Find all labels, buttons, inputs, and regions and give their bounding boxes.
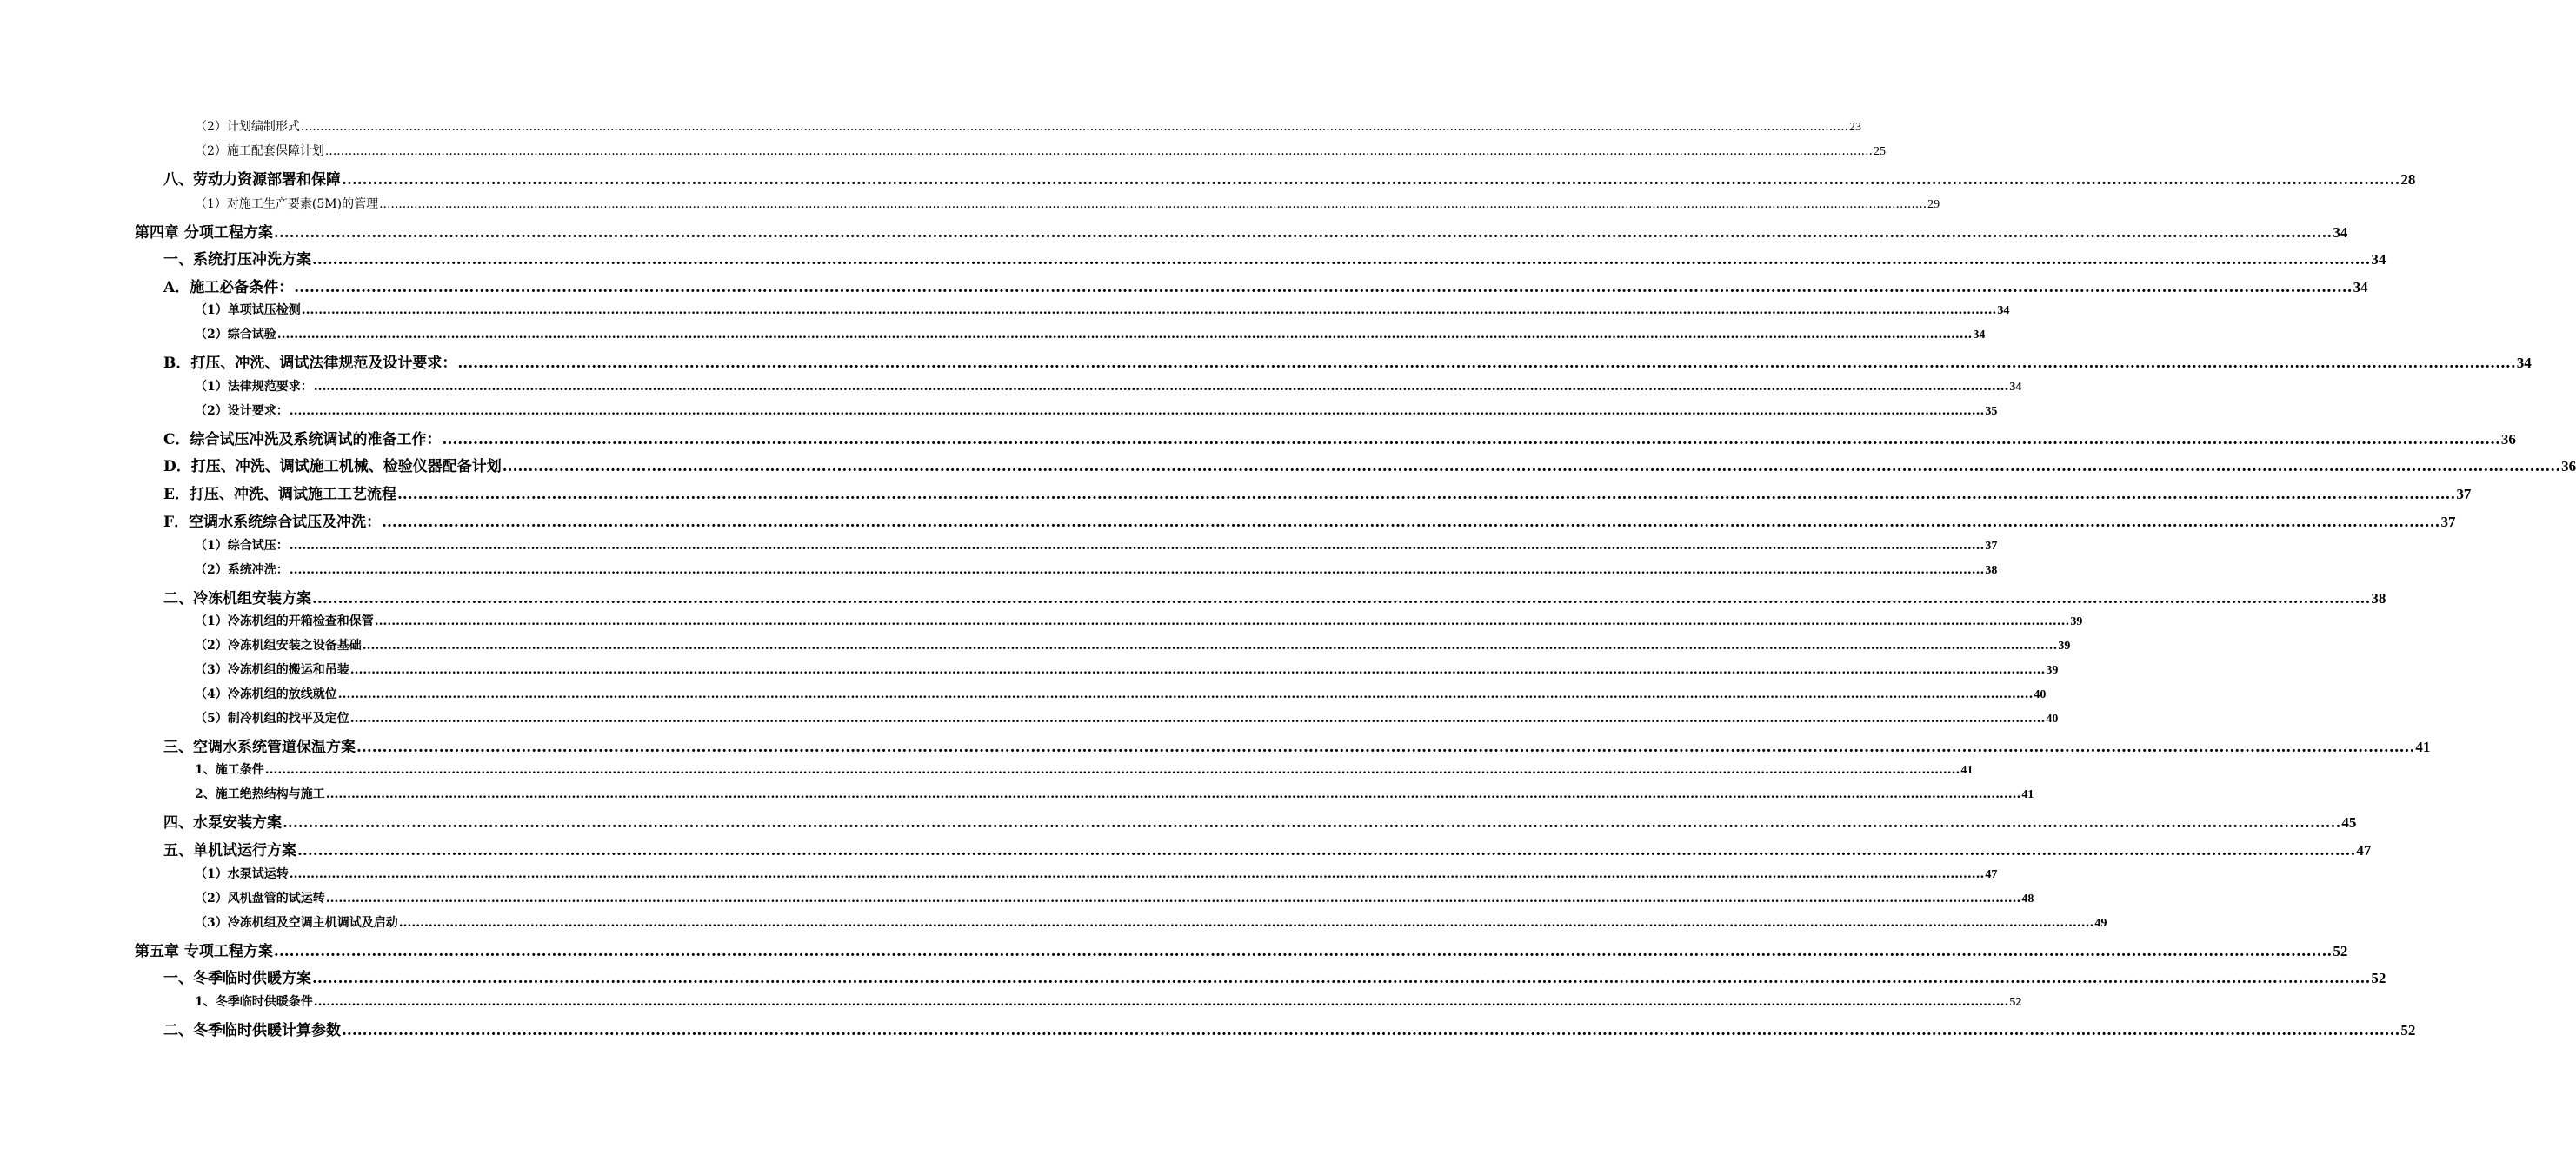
toc-entry-label: 第四章 分项工程方案 xyxy=(135,224,273,242)
toc-page-number: 45 xyxy=(2341,814,2357,831)
toc-entry-label: 一、冬季临时供暖方案 xyxy=(163,970,311,987)
toc-leader-dots: ................................................................................................................................................................................................................................................................................................................................................................................................................ xyxy=(398,916,2094,930)
toc-leader-dots: ................................................................................................................................................................................................................................................................................................................................................................................................................ xyxy=(312,590,2371,607)
toc-leader-dots: ................................................................................................................................................................................................................................................................................................................................................................................................................ xyxy=(283,814,2341,832)
toc-page-number: 34 xyxy=(2371,251,2386,268)
toc-entry[interactable] xyxy=(163,509,2456,531)
toc-leader-dots: ................................................................................................................................................................................................................................................................................................................................................................................................................ xyxy=(276,328,1973,342)
toc-entry-label: 第五章 专项工程方案 xyxy=(135,943,273,960)
toc-entry-label: 二、冬季临时供暖计算参数 xyxy=(163,1022,341,1039)
toc-entry-label: （2）设计要求： xyxy=(195,404,289,418)
toc-entry-label: （3）冷冻机组的搬运和吊装 xyxy=(195,663,349,677)
toc-page-number: 34 xyxy=(1997,304,2010,317)
toc-entry[interactable] xyxy=(195,301,2010,318)
toc-entry[interactable] xyxy=(195,685,2047,702)
toc-entry[interactable] xyxy=(195,536,1998,554)
toc-entry[interactable] xyxy=(163,586,2386,607)
toc-entry-label: （1）对施工生产要素(5M)的管理 xyxy=(195,197,379,211)
toc-leader-dots: ................................................................................................................................................................................................................................................................................................................................................................................................................ xyxy=(289,539,1985,553)
toc-leader-dots: ................................................................................................................................................................................................................................................................................................................................................................................................................ xyxy=(325,787,2021,801)
toc-entry[interactable] xyxy=(195,992,2022,1010)
toc-entry[interactable] xyxy=(195,117,1861,135)
toc-page-number: 52 xyxy=(2009,996,2022,1009)
toc-entry[interactable] xyxy=(163,454,2576,475)
toc-page-number: 47 xyxy=(1985,868,1998,881)
toc-page-number: 34 xyxy=(2353,279,2368,295)
toc-leader-dots: ................................................................................................................................................................................................................................................................................................................................................................................................................ xyxy=(289,563,1985,577)
toc-page-number: 40 xyxy=(2034,688,2047,701)
toc-entry-label: B．打压、冲洗、调试法律规范及设计要求： xyxy=(163,355,457,372)
toc-entry[interactable] xyxy=(163,966,2386,987)
toc-page-number: 36 xyxy=(2561,458,2576,474)
toc-entry-label: A．施工必备条件： xyxy=(163,279,294,296)
toc-leader-dots: ................................................................................................................................................................................................................................................................................................................................................................................................................ xyxy=(324,144,1873,158)
toc-entry-label: 八、劳动力资源部署和保障 xyxy=(163,171,341,189)
toc-leader-dots: ................................................................................................................................................................................................................................................................................................................................................................................................................ xyxy=(374,614,2070,628)
toc-entry[interactable] xyxy=(195,142,1886,159)
toc-entry-label: （2）计划编制形式 xyxy=(195,120,300,134)
toc-entry[interactable] xyxy=(163,350,2532,372)
toc-leader-dots: ................................................................................................................................................................................................................................................................................................................................................................................................................ xyxy=(379,197,1927,211)
toc-page-number: 34 xyxy=(2009,381,2022,394)
toc-entry[interactable] xyxy=(195,636,2071,654)
toc-leader-dots: ................................................................................................................................................................................................................................................................................................................................................................................................................ xyxy=(349,712,2046,726)
toc-entry[interactable] xyxy=(195,377,2022,395)
toc-page-number: 34 xyxy=(1973,328,1986,342)
toc-page-number: 36 xyxy=(2500,431,2516,448)
toc-leader-dots: ................................................................................................................................................................................................................................................................................................................................................................................................................ xyxy=(273,943,2333,960)
toc-page-number: 34 xyxy=(2333,224,2348,241)
toc-entry[interactable] xyxy=(195,660,2059,678)
toc-entry-label: （2）风机盘管的试运转 xyxy=(195,892,325,906)
toc-entry[interactable] xyxy=(195,913,2107,931)
toc-leader-dots: ................................................................................................................................................................................................................................................................................................................................................................................................................ xyxy=(289,404,1985,418)
toc-page-number: 35 xyxy=(1985,405,1998,418)
toc-entry-label: （2）综合试验 xyxy=(195,328,276,342)
toc-leader-dots: ................................................................................................................................................................................................................................................................................................................................................................................................................ xyxy=(349,663,2046,677)
toc-leader-dots: ................................................................................................................................................................................................................................................................................................................................................................................................................ xyxy=(313,380,2009,394)
toc-entry-label: （1）法律规范要求： xyxy=(195,380,313,394)
toc-page-number: 28 xyxy=(2400,171,2416,188)
toc-entry-label: （2）冷冻机组安装之设备基础 xyxy=(195,639,362,653)
toc-entry-label: 二、冷冻机组安装方案 xyxy=(163,590,311,607)
toc-leader-dots: ................................................................................................................................................................................................................................................................................................................................................................................................................ xyxy=(356,739,2415,756)
toc-entry[interactable] xyxy=(163,1018,2416,1039)
toc-entry-label: E．打压、冲洗、调试施工工艺流程 xyxy=(163,486,396,503)
toc-entry[interactable] xyxy=(195,760,1974,778)
toc-leader-dots: ................................................................................................................................................................................................................................................................................................................................................................................................................ xyxy=(442,431,2500,448)
toc-entry-label: C．综合试压冲洗及系统调试的准备工作： xyxy=(163,431,442,448)
toc-leader-dots: ................................................................................................................................................................................................................................................................................................................................................................................................................ xyxy=(382,514,2440,531)
toc-entry-label: （2）系统冲洗： xyxy=(195,563,289,577)
toc-page-number: 52 xyxy=(2400,1022,2416,1039)
toc-entry[interactable] xyxy=(163,810,2357,832)
toc-page-number: 29 xyxy=(1927,198,1940,211)
toc-entry-label: （3）冷冻机组及空调主机调试及启动 xyxy=(195,916,398,930)
toc-leader-dots: ................................................................................................................................................................................................................................................................................................................................................................................................................ xyxy=(337,687,2034,701)
toc-entry-label: 1、施工条件 xyxy=(195,763,264,777)
toc-page-number: 37 xyxy=(1985,540,1998,553)
toc-entry[interactable] xyxy=(163,167,2416,189)
toc-leader-dots: ................................................................................................................................................................................................................................................................................................................................................................................................................ xyxy=(342,171,2400,189)
toc-entry[interactable] xyxy=(135,220,2348,242)
toc-entry[interactable] xyxy=(195,612,2083,629)
toc-entry[interactable] xyxy=(195,402,1998,419)
toc-leader-dots: ................................................................................................................................................................................................................................................................................................................................................................................................................ xyxy=(300,120,1848,134)
toc-leader-dots: ................................................................................................................................................................................................................................................................................................................................................................................................................ xyxy=(325,892,2021,906)
toc-leader-dots: ................................................................................................................................................................................................................................................................................................................................................................................................................ xyxy=(457,355,2516,372)
toc-leader-dots: ................................................................................................................................................................................................................................................................................................................................................................................................................ xyxy=(294,279,2353,296)
toc-entry-label: （1）冷冻机组的开箱检查和保管 xyxy=(195,614,374,628)
toc-leader-dots: ................................................................................................................................................................................................................................................................................................................................................................................................................ xyxy=(301,303,1997,317)
toc-page-number: 41 xyxy=(2415,739,2431,755)
toc-entry[interactable] xyxy=(195,195,1940,212)
toc-page-number: 40 xyxy=(2046,713,2059,726)
toc-entry[interactable] xyxy=(163,838,2372,859)
toc-page-number: 47 xyxy=(2356,842,2372,859)
toc-entry[interactable] xyxy=(195,325,1986,342)
toc-page-number: 48 xyxy=(2021,893,2034,906)
toc-page-number: 52 xyxy=(2371,970,2386,986)
toc-page-number: 39 xyxy=(2046,664,2059,677)
toc-entry[interactable] xyxy=(163,481,2472,503)
toc-entry[interactable] xyxy=(163,427,2516,448)
toc-entry[interactable] xyxy=(195,785,2034,802)
toc-leader-dots: ................................................................................................................................................................................................................................................................................................................................................................................................................ xyxy=(312,970,2371,987)
toc-entry-label: F．空调水系统综合试压及冲洗： xyxy=(163,514,382,531)
toc-page-number: 34 xyxy=(2516,355,2532,371)
toc-leader-dots: ................................................................................................................................................................................................................................................................................................................................................................................................................ xyxy=(342,1022,2400,1039)
toc-entry-label: 2、施工绝热结构与施工 xyxy=(195,787,325,801)
toc-leader-dots: ................................................................................................................................................................................................................................................................................................................................................................................................................ xyxy=(396,486,2456,503)
toc-entry[interactable] xyxy=(135,939,2348,960)
toc-entry[interactable] xyxy=(163,734,2431,756)
toc-page-number: 49 xyxy=(2094,917,2107,930)
toc-entry[interactable] xyxy=(163,275,2368,296)
toc-page-number: 38 xyxy=(2371,590,2386,607)
toc-entry-label: （1）水泵试运转 xyxy=(195,867,289,881)
toc-page-number: 41 xyxy=(1960,764,1974,777)
toc-leader-dots: ................................................................................................................................................................................................................................................................................................................................................................................................................ xyxy=(289,867,1985,881)
toc-leader-dots: ................................................................................................................................................................................................................................................................................................................................................................................................................ xyxy=(362,639,2058,653)
toc-entry-label: （1）单项试压检测 xyxy=(195,303,301,317)
toc-entry-label: 1、冬季临时供暖条件 xyxy=(195,995,313,1009)
toc-entry-label: 三、空调水系统管道保温方案 xyxy=(163,739,356,756)
toc-page-number: 38 xyxy=(1985,564,1998,577)
toc-page-number: 23 xyxy=(1849,121,1861,134)
toc-leader-dots: ................................................................................................................................................................................................................................................................................................................................................................................................................ xyxy=(313,995,2009,1009)
toc-entry-label: （4）冷冻机组的放线就位 xyxy=(195,687,337,701)
toc-entry[interactable] xyxy=(195,865,1998,882)
toc-entry-label: D．打压、冲洗、调试施工机械、检验仪器配备计划 xyxy=(163,458,502,475)
toc-page-number: 37 xyxy=(2456,486,2472,502)
toc-page-number: 25 xyxy=(1874,145,1886,158)
toc-entry[interactable] xyxy=(195,889,2034,906)
toc-leader-dots: ................................................................................................................................................................................................................................................................................................................................................................................................................ xyxy=(297,842,2356,859)
toc-entry[interactable] xyxy=(195,709,2059,727)
toc-entry-label: 五、单机试运行方案 xyxy=(163,842,296,859)
toc-entry[interactable] xyxy=(163,247,2386,269)
toc-leader-dots: ................................................................................................................................................................................................................................................................................................................................................................................................................ xyxy=(264,763,1960,777)
toc-leader-dots: ................................................................................................................................................................................................................................................................................................................................................................................................................ xyxy=(502,458,2561,475)
toc-entry-label: 四、水泵安装方案 xyxy=(163,814,282,832)
toc-leader-dots: ................................................................................................................................................................................................................................................................................................................................................................................................................ xyxy=(312,251,2371,269)
toc-entry[interactable] xyxy=(195,561,1998,578)
toc-entry-label: （5）制冷机组的找平及定位 xyxy=(195,712,349,726)
toc-entry-label: （1）综合试压： xyxy=(195,539,289,553)
toc-page-number: 39 xyxy=(2070,615,2083,628)
toc-page-number: 37 xyxy=(2440,514,2456,530)
toc-page-number: 52 xyxy=(2333,943,2348,959)
toc-entry-label: （2）施工配套保障计划 xyxy=(195,144,324,158)
toc-entry-label: 一、系统打压冲洗方案 xyxy=(163,251,311,269)
toc-leader-dots: ................................................................................................................................................................................................................................................................................................................................................................................................................ xyxy=(273,224,2333,242)
toc-page-number: 41 xyxy=(2021,788,2034,801)
toc-page-number: 39 xyxy=(2058,640,2071,653)
